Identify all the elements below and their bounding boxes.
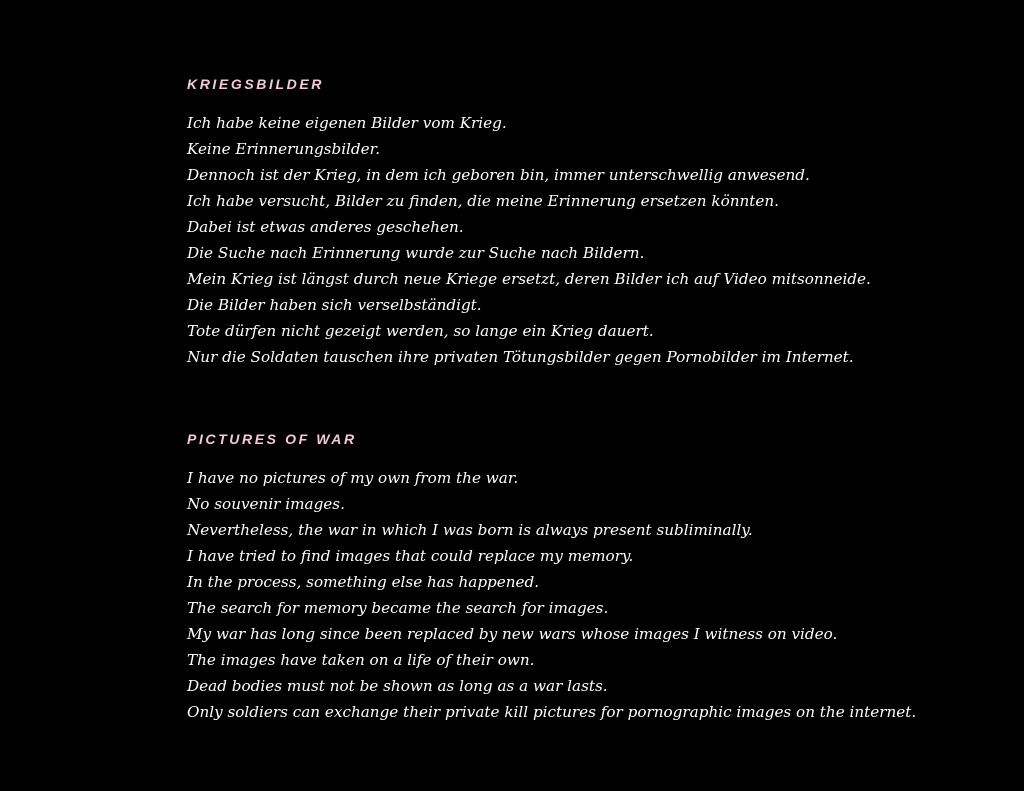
poem-line: Ich habe versucht, Bilder zu finden, die meine Erinnerung ersetzen könnten. — [187, 192, 779, 210]
poem-line: Tote dürfen nicht gezeigt werden, so lange ein Krieg dauert. — [187, 322, 654, 340]
poem-line: I have tried to find images that could replace my memory. — [187, 547, 634, 565]
poem-line: Only soldiers can exchange their private kill pictures for pornographic images on the internet. — [187, 703, 917, 721]
poem-lines — [187, 110, 1007, 370]
poem-line: Die Suche nach Erinnerung wurde zur Suche nach Bildern. — [187, 244, 645, 262]
poem-line: My war has long since been replaced by new wars whose images I witness on video. — [187, 625, 838, 643]
poem-line: I have no pictures of my own from the war. — [187, 469, 519, 487]
section-heading: PICTURES OF WAR — [187, 431, 357, 447]
poem-line: The images have taken on a life of their own. — [187, 651, 535, 669]
poem-line: Dabei ist etwas anderes geschehen. — [187, 218, 464, 236]
poem-line: Keine Erinnerungsbilder. — [187, 140, 381, 158]
section-heading: KRIEGSBILDER — [187, 76, 324, 92]
section-pictures-of-war — [187, 430, 1007, 725]
poem-line: Nur die Soldaten tauschen ihre privaten Tötungsbilder gegen Pornobilder im Internet. — [187, 348, 854, 366]
poem-lines — [187, 465, 1007, 725]
poem-line: Die Bilder haben sich verselbständigt. — [187, 296, 482, 314]
poem-line: Dennoch ist der Krieg, in dem ich geboren bin, immer unterschwellig anwesend. — [187, 166, 810, 184]
poem-line: Ich habe keine eigenen Bilder vom Krieg. — [187, 114, 507, 132]
poem-line: Dead bodies must not be shown as long as a war lasts. — [187, 677, 608, 695]
poem-line: No souvenir images. — [187, 495, 345, 513]
poem-line: Mein Krieg ist längst durch neue Kriege ersetzt, deren Bilder ich auf Video mitsonneide. — [187, 270, 871, 288]
poem-line: In the process, something else has happened. — [187, 573, 540, 591]
poem-line: The search for memory became the search for images. — [187, 599, 609, 617]
section-kriegsbilder — [187, 75, 1007, 370]
poem-line: Nevertheless, the war in which I was born is always present subliminally. — [187, 521, 753, 539]
